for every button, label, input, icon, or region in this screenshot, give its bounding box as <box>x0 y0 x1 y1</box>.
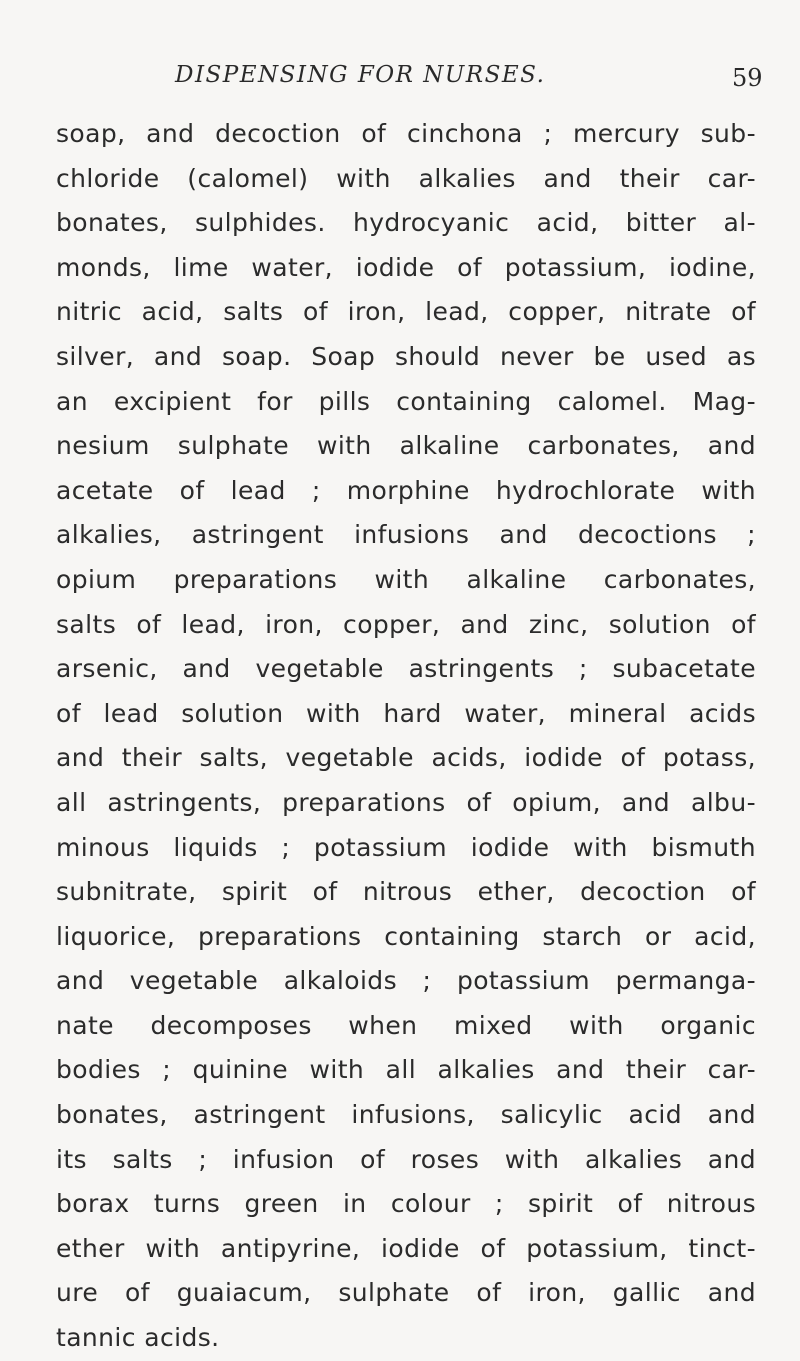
text-line: liquorice, preparations containing starch or acid, <box>56 921 756 951</box>
text-line: ether with antipyrine, iodide of potassium, tinct- <box>56 1233 756 1263</box>
text-line: an excipient for pills containing calomel. Mag- <box>56 386 756 416</box>
body-text <box>56 112 756 1361</box>
text-line: borax turns green in colour ; spirit of nitrous <box>56 1189 756 1219</box>
text-line: and vegetable alkaloids ; potassium permanga- <box>56 966 756 996</box>
text-line: minous liquids ; potassium iodide with bismuth <box>56 832 756 862</box>
text-line: alkalies, astringent infusions and decoctions ; <box>56 520 756 550</box>
page-number: 59 <box>732 64 763 92</box>
running-title: DISPENSING FOR NURSES. <box>175 62 546 88</box>
text-line: monds, lime water, iodide of potassium, iodine, <box>56 252 756 282</box>
text-line: bonates, astringent infusions, salicylic acid and <box>56 1100 756 1130</box>
text-line: soap, and decoction of cinchona ; mercury sub- <box>56 119 756 148</box>
text-line: bonates, sulphides. hydrocyanic acid, bitter al- <box>56 208 756 238</box>
text-line: and their salts, vegetable acids, iodide of potass, <box>56 743 756 773</box>
text-line: tannic acids. <box>56 1323 220 1353</box>
text-line: arsenic, and vegetable astringents ; subacetate <box>56 654 756 684</box>
text-line: silver, and soap. Soap should never be used as <box>56 341 756 371</box>
text-line: chloride (calomel) with alkalies and their car- <box>56 163 756 193</box>
text-line: bodies ; quinine with all alkalies and their car- <box>56 1055 756 1085</box>
text-line: salts of lead, iron, copper, and zinc, solution of <box>56 609 756 639</box>
text-line: acetate of lead ; morphine hydrochlorate with <box>56 475 756 505</box>
text-line: its salts ; infusion of roses with alkalies and <box>56 1144 756 1174</box>
text-line: nate decomposes when mixed with organic <box>56 1010 756 1040</box>
text-line: subnitrate, spirit of nitrous ether, decoction of <box>56 877 756 907</box>
text-line: nesium sulphate with alkaline carbonates, and <box>56 431 756 461</box>
text-line: all astringents, preparations of opium, and albu- <box>56 787 756 817</box>
running-header <box>0 62 800 98</box>
text-line: ure of guaiacum, sulphate of iron, gallic and <box>56 1278 756 1308</box>
text-line: nitric acid, salts of iron, lead, copper, nitrate of <box>56 297 756 327</box>
text-line: of lead solution with hard water, mineral acids <box>56 698 756 728</box>
text-line: opium preparations with alkaline carbonates, <box>56 564 756 594</box>
